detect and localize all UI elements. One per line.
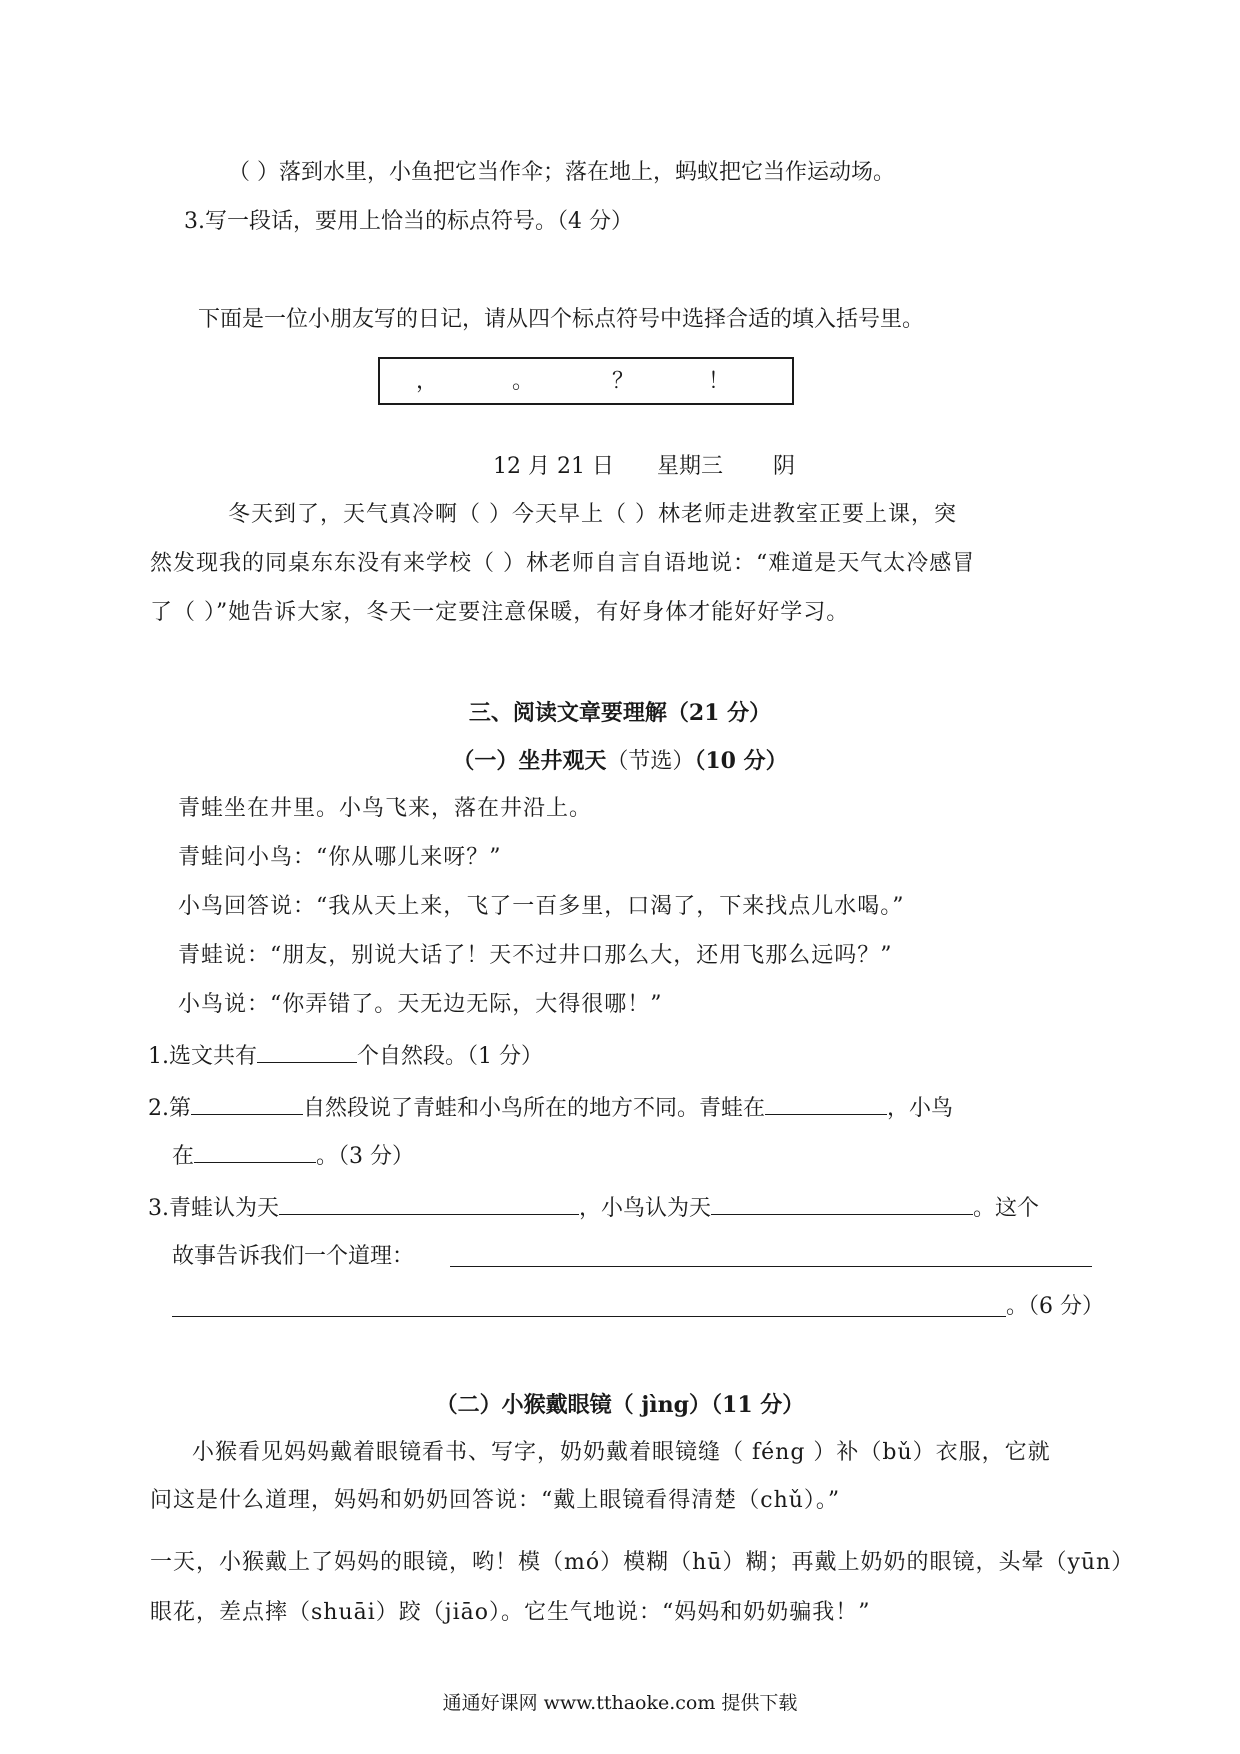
question-3-instruction: 下面是一位小朋友写的日记，请从四个标点符号中选择合适的填入括号里。	[198, 307, 925, 332]
part-1-title	[0, 746, 1240, 777]
answer-blank-q1[interactable]	[257, 1040, 357, 1063]
part-1-title-note: （节选）	[606, 749, 695, 774]
part-2-title: （二）小猴戴眼镜（ jìng）（11 分）	[435, 1392, 805, 1418]
footer-credit: 通通好课网 www.tthaoke.com 提供下载	[442, 1692, 798, 1714]
question-3	[148, 1192, 1039, 1224]
diary-line-2: 然发现我的同桌东东没有来学校（ ）林老师自言自语地说：“难道是天气太冷感冒	[150, 551, 976, 576]
answer-line-q3-lesson-2[interactable]	[172, 1316, 1006, 1317]
question-2-continued	[172, 1140, 414, 1172]
section-3-title: 三、阅读文章要理解（21 分）	[468, 700, 772, 726]
question-2-at: 在	[172, 1144, 195, 1169]
question-1-suffix: 个自然段。（1 分）	[357, 1044, 543, 1069]
story-paragraph-2: 青蛙问小鸟：“你从哪儿来呀？”	[178, 845, 502, 870]
diary-date: 12 月 21 日	[493, 454, 614, 479]
question-2-prefix: 2.第	[148, 1096, 191, 1121]
punct-exclaim: ！	[708, 369, 731, 394]
part-1-title-main: （一）坐井观天	[452, 748, 607, 774]
part-2-line-2: 问这是什么道理，妈妈和奶奶回答说：“戴上眼镜看得清楚（chǔ）。”	[150, 1488, 841, 1513]
answer-blank-q3-bird[interactable]	[711, 1192, 973, 1215]
punct-question: ？	[612, 369, 635, 394]
diary-weekday: 星期三	[657, 454, 724, 479]
question-2-score: 。（3 分）	[316, 1144, 415, 1169]
diary-line-3: 了（ ）”她告诉大家，冬天一定要注意保暖，有好身体才能好好学习。	[150, 600, 850, 625]
diary-weather: 阴	[773, 454, 796, 479]
question-2	[148, 1092, 953, 1124]
punct-comma: ，	[416, 369, 439, 394]
fill-sentence: （ ）落到水里，小鱼把它当作伞；落在地上，蚂蚁把它当作运动场。	[228, 160, 895, 185]
punct-period: 。	[512, 369, 535, 394]
part-1-title-score: （10 分）	[694, 748, 788, 774]
question-2-middle: 自然段说了青蛙和小鸟所在的地方不同。青蛙在	[303, 1096, 766, 1121]
question-3-suffix: 。这个	[973, 1196, 1040, 1221]
part-2-line-1: 小猴看见妈妈戴着眼镜看书、写字，奶奶戴着眼镜缝（ féng ）补（bǔ）衣服，它就	[192, 1440, 1051, 1465]
story-paragraph-4: 青蛙说：“朋友，别说大话了！天不过井口那么大，还用飞那么远吗？”	[178, 943, 893, 968]
question-3-middle: ，小鸟认为天	[579, 1196, 712, 1221]
story-paragraph-1: 青蛙坐在井里。小鸟飞来，落在井沿上。	[178, 796, 593, 821]
question-1-prefix: 1.选文共有	[148, 1044, 257, 1069]
question-3-prefix: 3.青蛙认为天	[148, 1196, 279, 1221]
answer-line-q3-lesson-1[interactable]	[450, 1266, 1092, 1267]
punctuation-box	[378, 357, 794, 405]
answer-blank-q3-frog[interactable]	[279, 1192, 579, 1215]
answer-blank-q2-bird[interactable]	[194, 1140, 316, 1163]
part-2-line-3: 一天，小猴戴上了妈妈的眼镜，哟！模（mó）模糊（hū）糊；再戴上奶奶的眼镜，头晕（yūn）	[150, 1550, 1135, 1575]
question-3-lesson-label: 故事告诉我们一个道理：	[172, 1244, 415, 1269]
diary-line-1: 冬天到了，天气真冷啊（ ）今天早上（ ）林老师走进教室正要上课，突	[228, 502, 957, 527]
part-2-line-4: 眼花，差点摔（shuāi）跤（jiāo）。它生气地说：“妈妈和奶奶骗我！”	[150, 1600, 871, 1625]
answer-blank-q2-frog[interactable]	[765, 1092, 887, 1115]
question-1	[148, 1040, 543, 1072]
story-paragraph-3: 小鸟回答说：“我从天上来，飞了一百多里，口渴了，下来找点儿水喝。”	[178, 894, 905, 919]
question-2-bird-label: ，小鸟	[887, 1096, 954, 1121]
answer-blank-q2-paragraph[interactable]	[191, 1092, 303, 1115]
question-3-score: 。（6 分）	[1006, 1294, 1104, 1319]
story-paragraph-5: 小鸟说：“你弄错了。天无边无际，大得很哪！”	[178, 992, 663, 1017]
question-3-title: 3.写一段话，要用上恰当的标点符号。（4 分）	[184, 209, 633, 234]
